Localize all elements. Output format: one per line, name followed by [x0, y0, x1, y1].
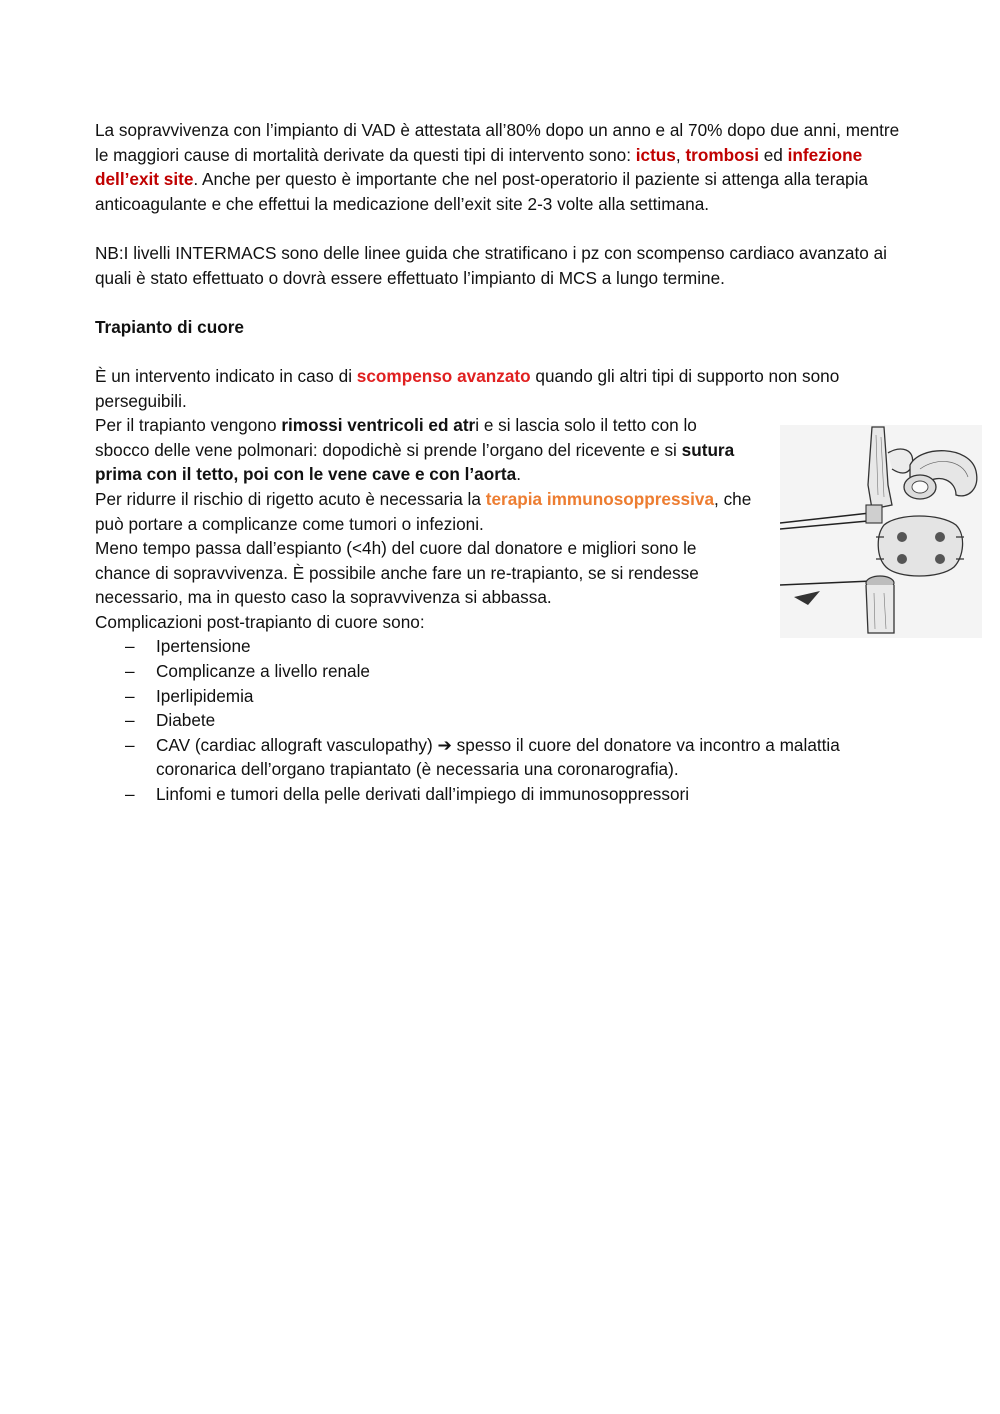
text: Per il trapianto vengono	[95, 415, 282, 436]
paragraph-rejection	[95, 487, 755, 536]
highlight-infezione: infezione dell’exit site	[95, 144, 863, 190]
dash-marker: –	[125, 710, 135, 731]
list-item-text: Iperlipidemia	[156, 685, 254, 706]
dash-marker: –	[125, 661, 135, 682]
text: i e si lascia solo il tetto con lo sbocco delle vene polmonari: dopodichè si prende l’organo del ricevente e si	[95, 415, 697, 460]
text: ,	[675, 144, 686, 165]
list-item-text: Diabete	[156, 710, 216, 731]
list-item-text: spesso il cuore del donatore va incontro a malattia coronarica dell’organo trapiantato (è necessaria una coronarografia).	[156, 734, 840, 780]
dash-marker: –	[125, 734, 135, 755]
text: La sopravvivenza con l’impianto di VAD è attestata all’80% dopo un anno e al 70% dopo due anni, mentre le maggiori cause di mortalità derivate da questi tipi di intervento sono:	[95, 120, 900, 165]
text: .	[516, 464, 521, 485]
list-item-text: Complicanze a livello renale	[156, 661, 370, 682]
list-item	[95, 733, 915, 782]
highlight-scompenso: scompenso avanzato	[356, 365, 531, 386]
heart-transplant-illustration-svg	[780, 425, 982, 638]
text: , che può portare a complicanze come tumori o infezioni.	[95, 488, 752, 534]
heart-transplant-illustration	[780, 425, 982, 638]
complications-intro: Complicazioni post-trapianto di cuore sono:	[95, 611, 425, 632]
complications-list	[95, 634, 915, 806]
paragraph-indication	[95, 364, 915, 413]
text: Per ridurre il rischio di rigetto acuto è necessaria la	[95, 488, 486, 509]
paragraph-vad-survival	[95, 118, 915, 216]
paragraph-procedure	[95, 413, 755, 487]
list-item	[95, 634, 915, 659]
dash-marker: –	[125, 784, 135, 805]
list-item	[95, 659, 915, 684]
highlight-ictus: ictus	[635, 144, 676, 165]
dash-marker: –	[125, 636, 135, 657]
heading-text: Trapianto di cuore	[95, 316, 244, 337]
section-heading	[95, 315, 915, 340]
list-item	[95, 782, 915, 807]
highlight-immuno: terapia immunosoppressiva	[485, 488, 715, 509]
text: . Anche per questo è importante che nel post-operatorio il paziente si attenga alla terapia anticoagulante e che effettui la medicazione dell’exit site 2-3 volte alla settimana.	[95, 169, 868, 214]
bold-text: sutura prima con il tetto, poi con le vene cave e con l’aorta	[95, 439, 735, 485]
paragraph-nb-intermacs: NB:I livelli INTERMACS sono delle linee guida che stratificano i pz con scompenso cardiaco avanzato ai quali è stato effettuato o dovrà essere effettuato l’impianto di MCS a lungo termine.	[95, 242, 887, 288]
list-item-text: CAV (cardiac allograft vasculopathy)	[156, 734, 438, 755]
bold-text: rimossi ventricoli ed atr	[281, 415, 476, 436]
text: ed	[758, 144, 788, 165]
text: quando gli altri tipi di supporto non sono perseguibili.	[95, 365, 840, 411]
list-item-text: Linfomi e tumori della pelle derivati dall’impiego di immunosoppressori	[156, 784, 690, 805]
list-item	[95, 708, 915, 733]
list-item	[95, 684, 915, 709]
paragraph-timing: Meno tempo passa dall’espianto (<4h) del cuore dal donatore e migliori sono le chance di sopravvivenza. È possibile anche fare un re-trapianto, se si rendesse necessario, ma in questo caso la sopravvivenza si abbassa.	[95, 538, 699, 608]
dash-marker: –	[125, 685, 135, 706]
highlight-trombosi: trombosi	[685, 144, 759, 165]
list-item-text: Ipertensione	[156, 636, 251, 657]
arrow-icon: ➔	[437, 734, 452, 755]
text: È un intervento indicato in caso di	[95, 365, 357, 386]
